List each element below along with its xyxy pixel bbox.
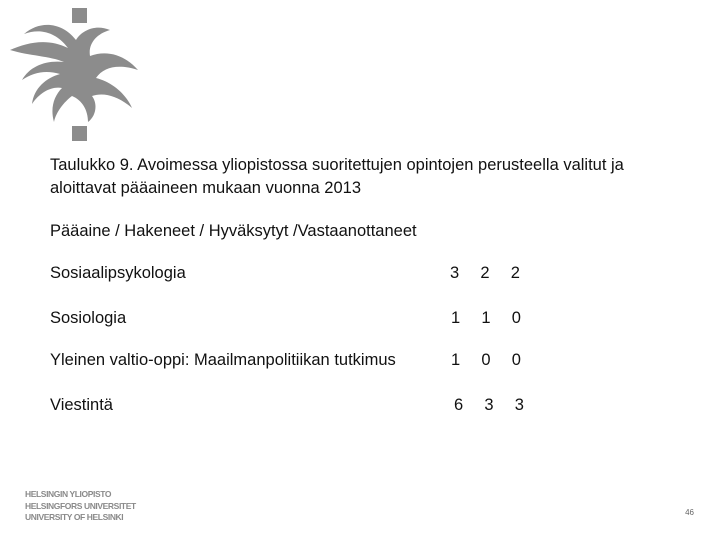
university-name-footer xyxy=(25,489,136,524)
title-line-1: Taulukko 9. Avoimessa yliopistossa suoritettujen opintojen perusteella valitut ja xyxy=(50,156,624,174)
university-name-en: UNIVERSITY OF HELSINKI xyxy=(25,512,124,522)
slide-title xyxy=(50,154,700,200)
table-row xyxy=(50,261,610,285)
subject-name: Yleinen valtio-oppi: Maailmanpolitiikan tutkimus xyxy=(50,351,396,369)
subject-name: Sosiaalipsykologia xyxy=(50,264,186,282)
subject-name: Sosiologia xyxy=(50,309,127,327)
table-row xyxy=(50,348,610,372)
university-name-sv: HELSINGFORS UNIVERSITET xyxy=(25,500,136,511)
subject-values: 1 0 0 xyxy=(451,351,521,369)
table-header: Pääaine / Hakeneet / Hyväksytyt /Vastaanottaneet xyxy=(50,222,417,240)
subject-values: 3 2 2 xyxy=(450,264,520,282)
table-row xyxy=(50,393,610,417)
title-line-2: aloittavat pääaineen mukaan vuonna 2013 xyxy=(50,179,361,197)
university-logo-icon xyxy=(0,0,160,150)
table-row xyxy=(50,306,610,330)
subject-values: 6 3 3 xyxy=(454,396,524,414)
page-number: 46 xyxy=(685,508,694,517)
university-name-fi: HELSINGIN YLIOPISTO xyxy=(25,489,112,499)
subject-values: 1 1 0 xyxy=(451,309,521,327)
subject-name: Viestintä xyxy=(50,396,113,414)
